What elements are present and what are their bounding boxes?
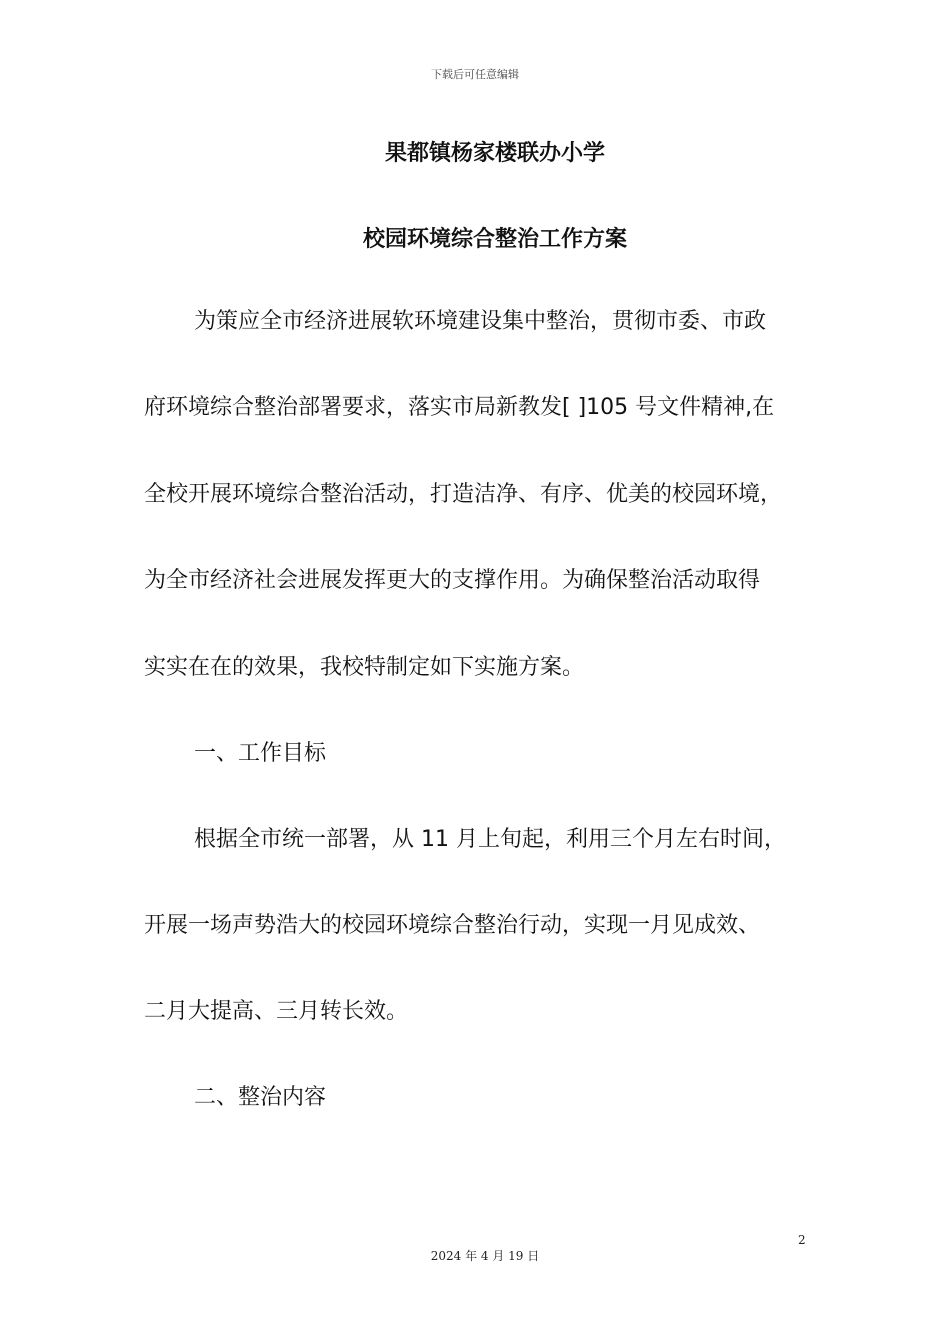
download-note: 下载后可任意编辑 <box>431 68 519 81</box>
intro-line-4: 为全市经济社会进展发挥更大的支撑作用。为确保整治活动取得 <box>144 568 761 593</box>
goals-line-3: 二月大提高、三月转长效。 <box>144 999 409 1024</box>
goals-line-1: 根据全市统一部署，从 11 月上旬起，利用三个月左右时间， <box>194 827 786 852</box>
footer-date: 2024 年 4 月 19 日 <box>430 1249 540 1263</box>
intro-line-5: 实实在在的效果，我校特制定如下实施方案。 <box>144 655 585 680</box>
intro-line-2: 府环境综合整治部署要求，落实市局新教发[ ]105 号文件精神,在 <box>144 395 775 420</box>
page-number: 2 <box>798 1233 806 1247</box>
goals-line-2: 开展一场声势浩大的校园环境综合整治行动，实现一月见成效、 <box>144 913 761 938</box>
document-title-plan: 校园环境综合整治工作方案 <box>362 227 627 252</box>
intro-line-1: 为策应全市经济进展软环境建设集中整治，贯彻市委、市政 <box>194 309 767 334</box>
document-title-school: 果都镇杨家楼联办小学 <box>384 141 605 166</box>
section-heading-goals: 一、工作目标 <box>194 741 327 766</box>
intro-line-3: 全校开展环境综合整治活动，打造洁净、有序、优美的校园环境， <box>144 482 783 507</box>
section-heading-content: 二、整治内容 <box>194 1085 327 1110</box>
